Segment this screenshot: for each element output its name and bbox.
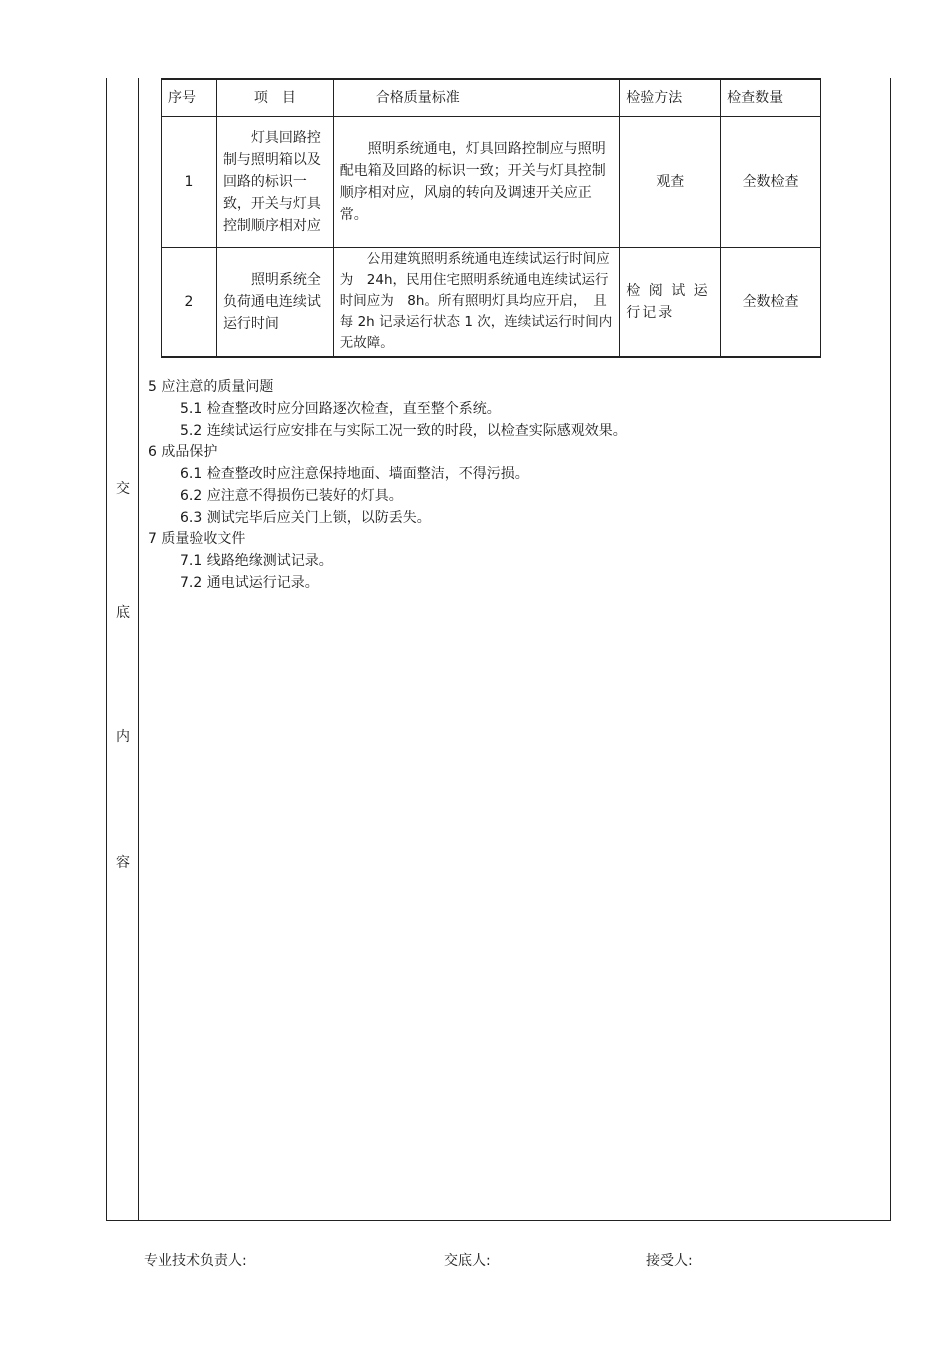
header-no: 序号 xyxy=(162,79,217,117)
table-row xyxy=(162,117,821,248)
row-method: 检 阅 试 运 行记录 xyxy=(620,248,721,357)
row-quantity: 全数检查 xyxy=(721,248,821,357)
row-quantity: 全数检查 xyxy=(721,117,821,248)
section-title: 6 成品保护 xyxy=(148,444,218,460)
side-label-char: 内 xyxy=(116,729,130,745)
section-item: 6.2 应注意不得损伤已装好的灯具。 xyxy=(180,488,403,504)
header-quantity: 检查数量 xyxy=(721,79,821,117)
signature-discloser: 交底人: xyxy=(444,1253,491,1269)
section-title: 7 质量验收文件 xyxy=(148,531,246,547)
row-method: 观查 xyxy=(620,117,721,248)
section-item: 6.3 测试完毕后应关门上锁，以防丢失。 xyxy=(180,510,431,526)
quality-standard-table xyxy=(161,78,821,358)
signature-tech-lead: 专业技术负责人: xyxy=(144,1253,247,1269)
section-item: 5.2 连续试运行应安排在与实际工况一致的时段，以检查实际感观效果。 xyxy=(180,423,627,439)
row-item: 灯具回路控制与照明箱以及回路的标识一致，开关与灯具控制顺序相对应 xyxy=(216,117,333,248)
signature-receiver: 接受人: xyxy=(646,1253,693,1269)
row-no: 1 xyxy=(162,117,217,248)
header-standard: 合格质量标准 xyxy=(333,79,620,117)
table-header-row xyxy=(162,79,821,117)
side-label-char: 容 xyxy=(116,855,130,871)
header-method: 检验方法 xyxy=(620,79,721,117)
row-no: 2 xyxy=(162,248,217,357)
row-standard: 公用建筑照明系统通电连续试运行时间应为 24h，民用住宅照明系统通电连续试运行时间应为 8h。所有照明灯具均应开启， 且每 2h 记录运行状态 1 次，连续试运行时间内无故障。 xyxy=(333,248,620,357)
row-item: 照明系统全负荷通电连续试运行时间 xyxy=(216,248,333,357)
side-label-char: 交 xyxy=(116,481,130,497)
section-item: 6.1 检查整改时应注意保持地面、墙面整洁，不得污损。 xyxy=(180,466,529,482)
row-standard: 照明系统通电，灯具回路控制应与照明配电箱及回路的标识一致；开关与灯具控制顺序相对应，风扇的转向及调速开关应正常。 xyxy=(333,117,620,248)
side-label-char: 底 xyxy=(116,605,130,621)
header-item: 项 目 xyxy=(216,79,333,117)
section-item: 7.2 通电试运行记录。 xyxy=(180,575,319,591)
side-divider xyxy=(138,78,139,1221)
table-row xyxy=(162,248,821,357)
section-item: 5.1 检查整改时应分回路逐次检查，直至整个系统。 xyxy=(180,401,501,417)
section-item: 7.1 线路绝缘测试记录。 xyxy=(180,553,333,569)
section-title: 5 应注意的质量问题 xyxy=(148,379,274,395)
